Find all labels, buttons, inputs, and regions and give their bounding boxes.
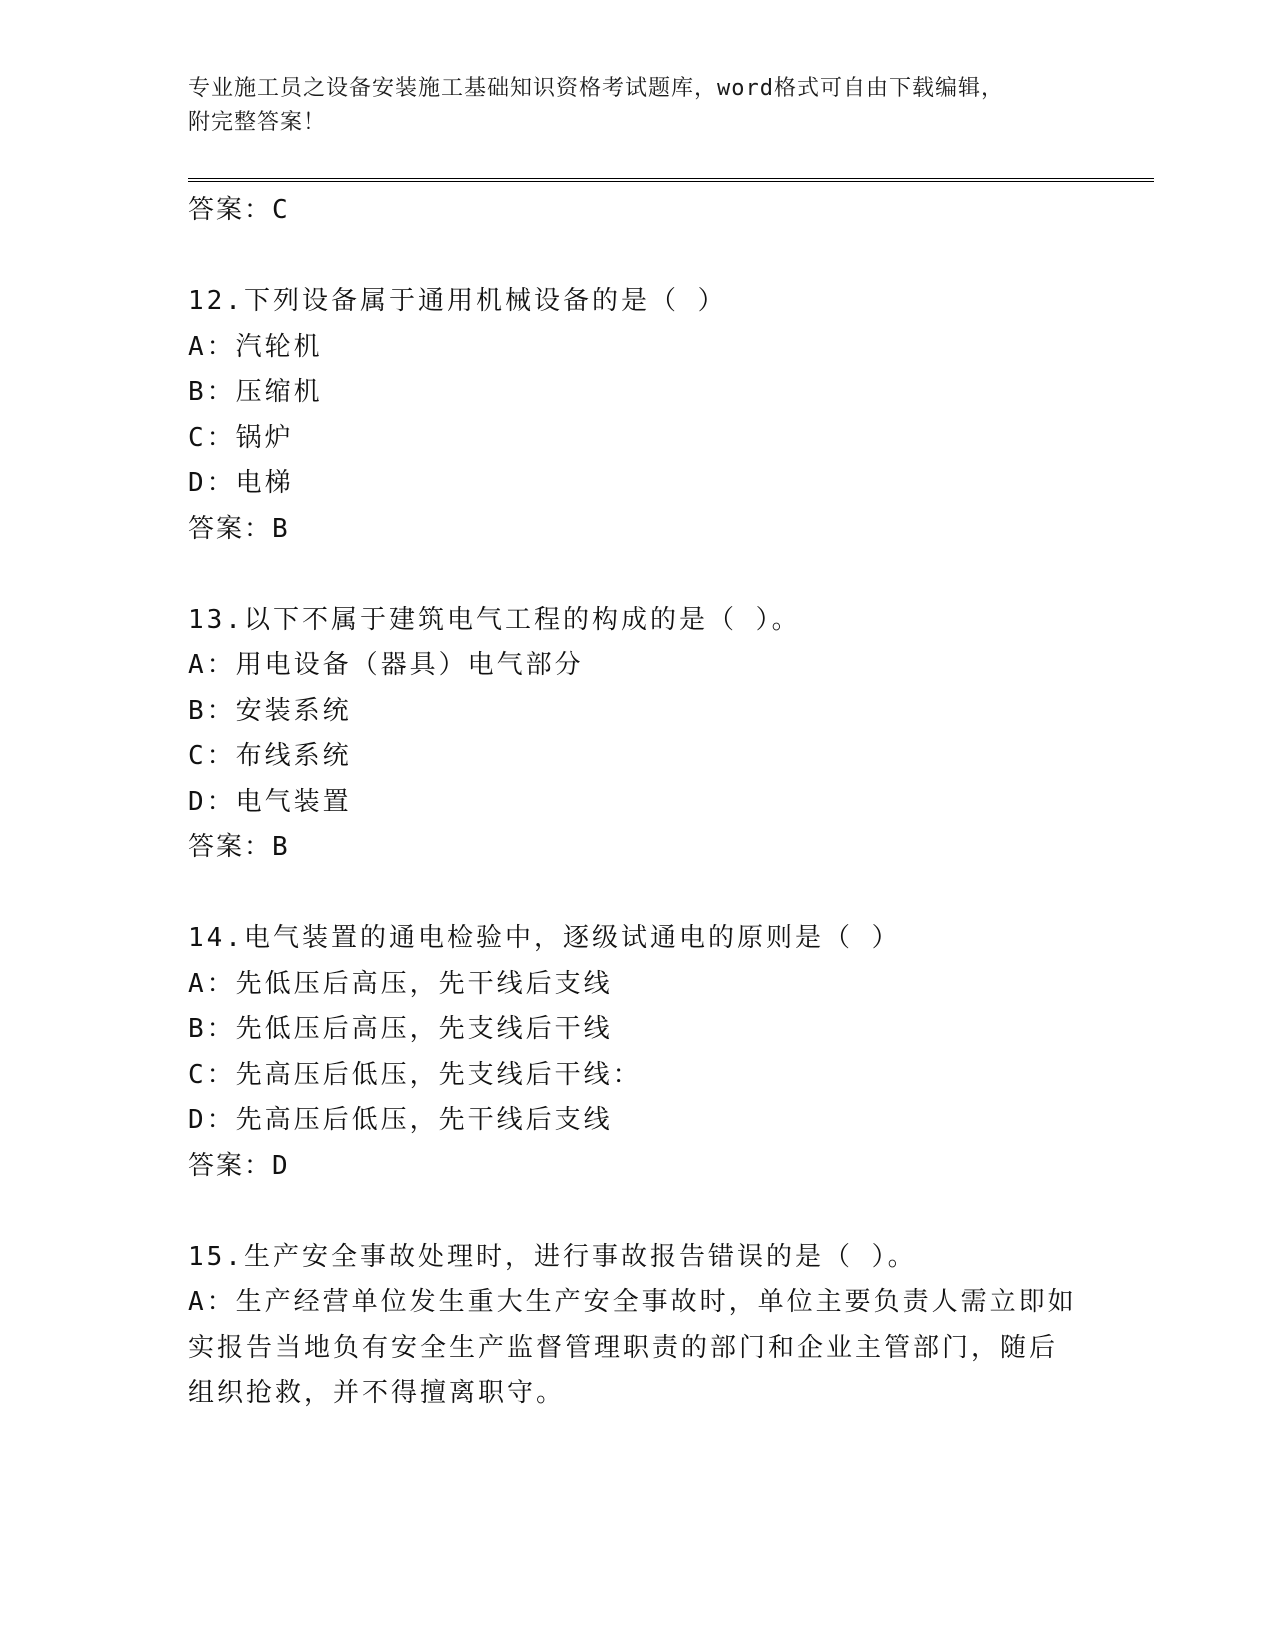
spacer [188, 1189, 1088, 1235]
document-header [188, 72, 1068, 140]
question-stem: 15.生产安全事故处理时，进行事故报告错误的是（ ）。 [188, 1241, 917, 1272]
option-a: A：先低压后高压，先干线后支线 [188, 968, 613, 999]
spacer [188, 234, 1088, 280]
question-13 [188, 598, 1088, 871]
option-a-line-3: 组织抢救，并不得擅离职守。 [188, 1378, 566, 1408]
question-12 [188, 279, 1088, 552]
option-c: C：布线系统 [188, 741, 352, 771]
header-line-1: 专业施工员之设备安装施工基础知识资格考试题库，word格式可自由下载编辑， [188, 76, 1004, 101]
question-14 [188, 916, 1088, 1189]
question-stem: 14.电气装置的通电检验中，逐级试通电的原则是（ ） [188, 923, 901, 953]
header-divider [188, 178, 1154, 182]
option-b: B：压缩机 [188, 377, 323, 407]
option-c: C：先高压后低压，先支线后干线： [188, 1059, 642, 1090]
option-d: D：先高压后低压，先干线后支线 [188, 1105, 613, 1135]
question-stem: 13.以下不属于建筑电气工程的构成的是（ ）。 [188, 604, 801, 635]
answer-line: 答案：B [188, 832, 290, 862]
answer-line: 答案：D [188, 1150, 290, 1181]
option-d: D：电梯 [188, 468, 294, 498]
answer-line: 答案：B [188, 513, 290, 544]
option-a-line-2: 实报告当地负有安全生产监督管理职责的部门和企业主管部门，随后 [188, 1332, 1059, 1363]
option-d: D：电气装置 [188, 786, 352, 817]
answer-line: 答案：C [188, 195, 290, 225]
spacer [188, 552, 1088, 598]
question-15 [188, 1235, 1088, 1417]
header-line-2: 附完整答案！ [188, 110, 327, 135]
question-stem: 12.下列设备属于通用机械设备的是（ ） [188, 286, 727, 316]
option-c: C：锅炉 [188, 422, 294, 453]
option-b: B：先低压后高压，先支线后干线 [188, 1014, 613, 1044]
option-a: A：汽轮机 [188, 331, 323, 362]
spacer [188, 871, 1088, 917]
option-b: B：安装系统 [188, 695, 352, 726]
option-a-line-1: A：生产经营单位发生重大生产安全事故时，单位主要负责人需立即如 [188, 1287, 1077, 1317]
question-content [188, 188, 1088, 1417]
option-a: A：用电设备（器具）电气部分 [188, 650, 584, 680]
